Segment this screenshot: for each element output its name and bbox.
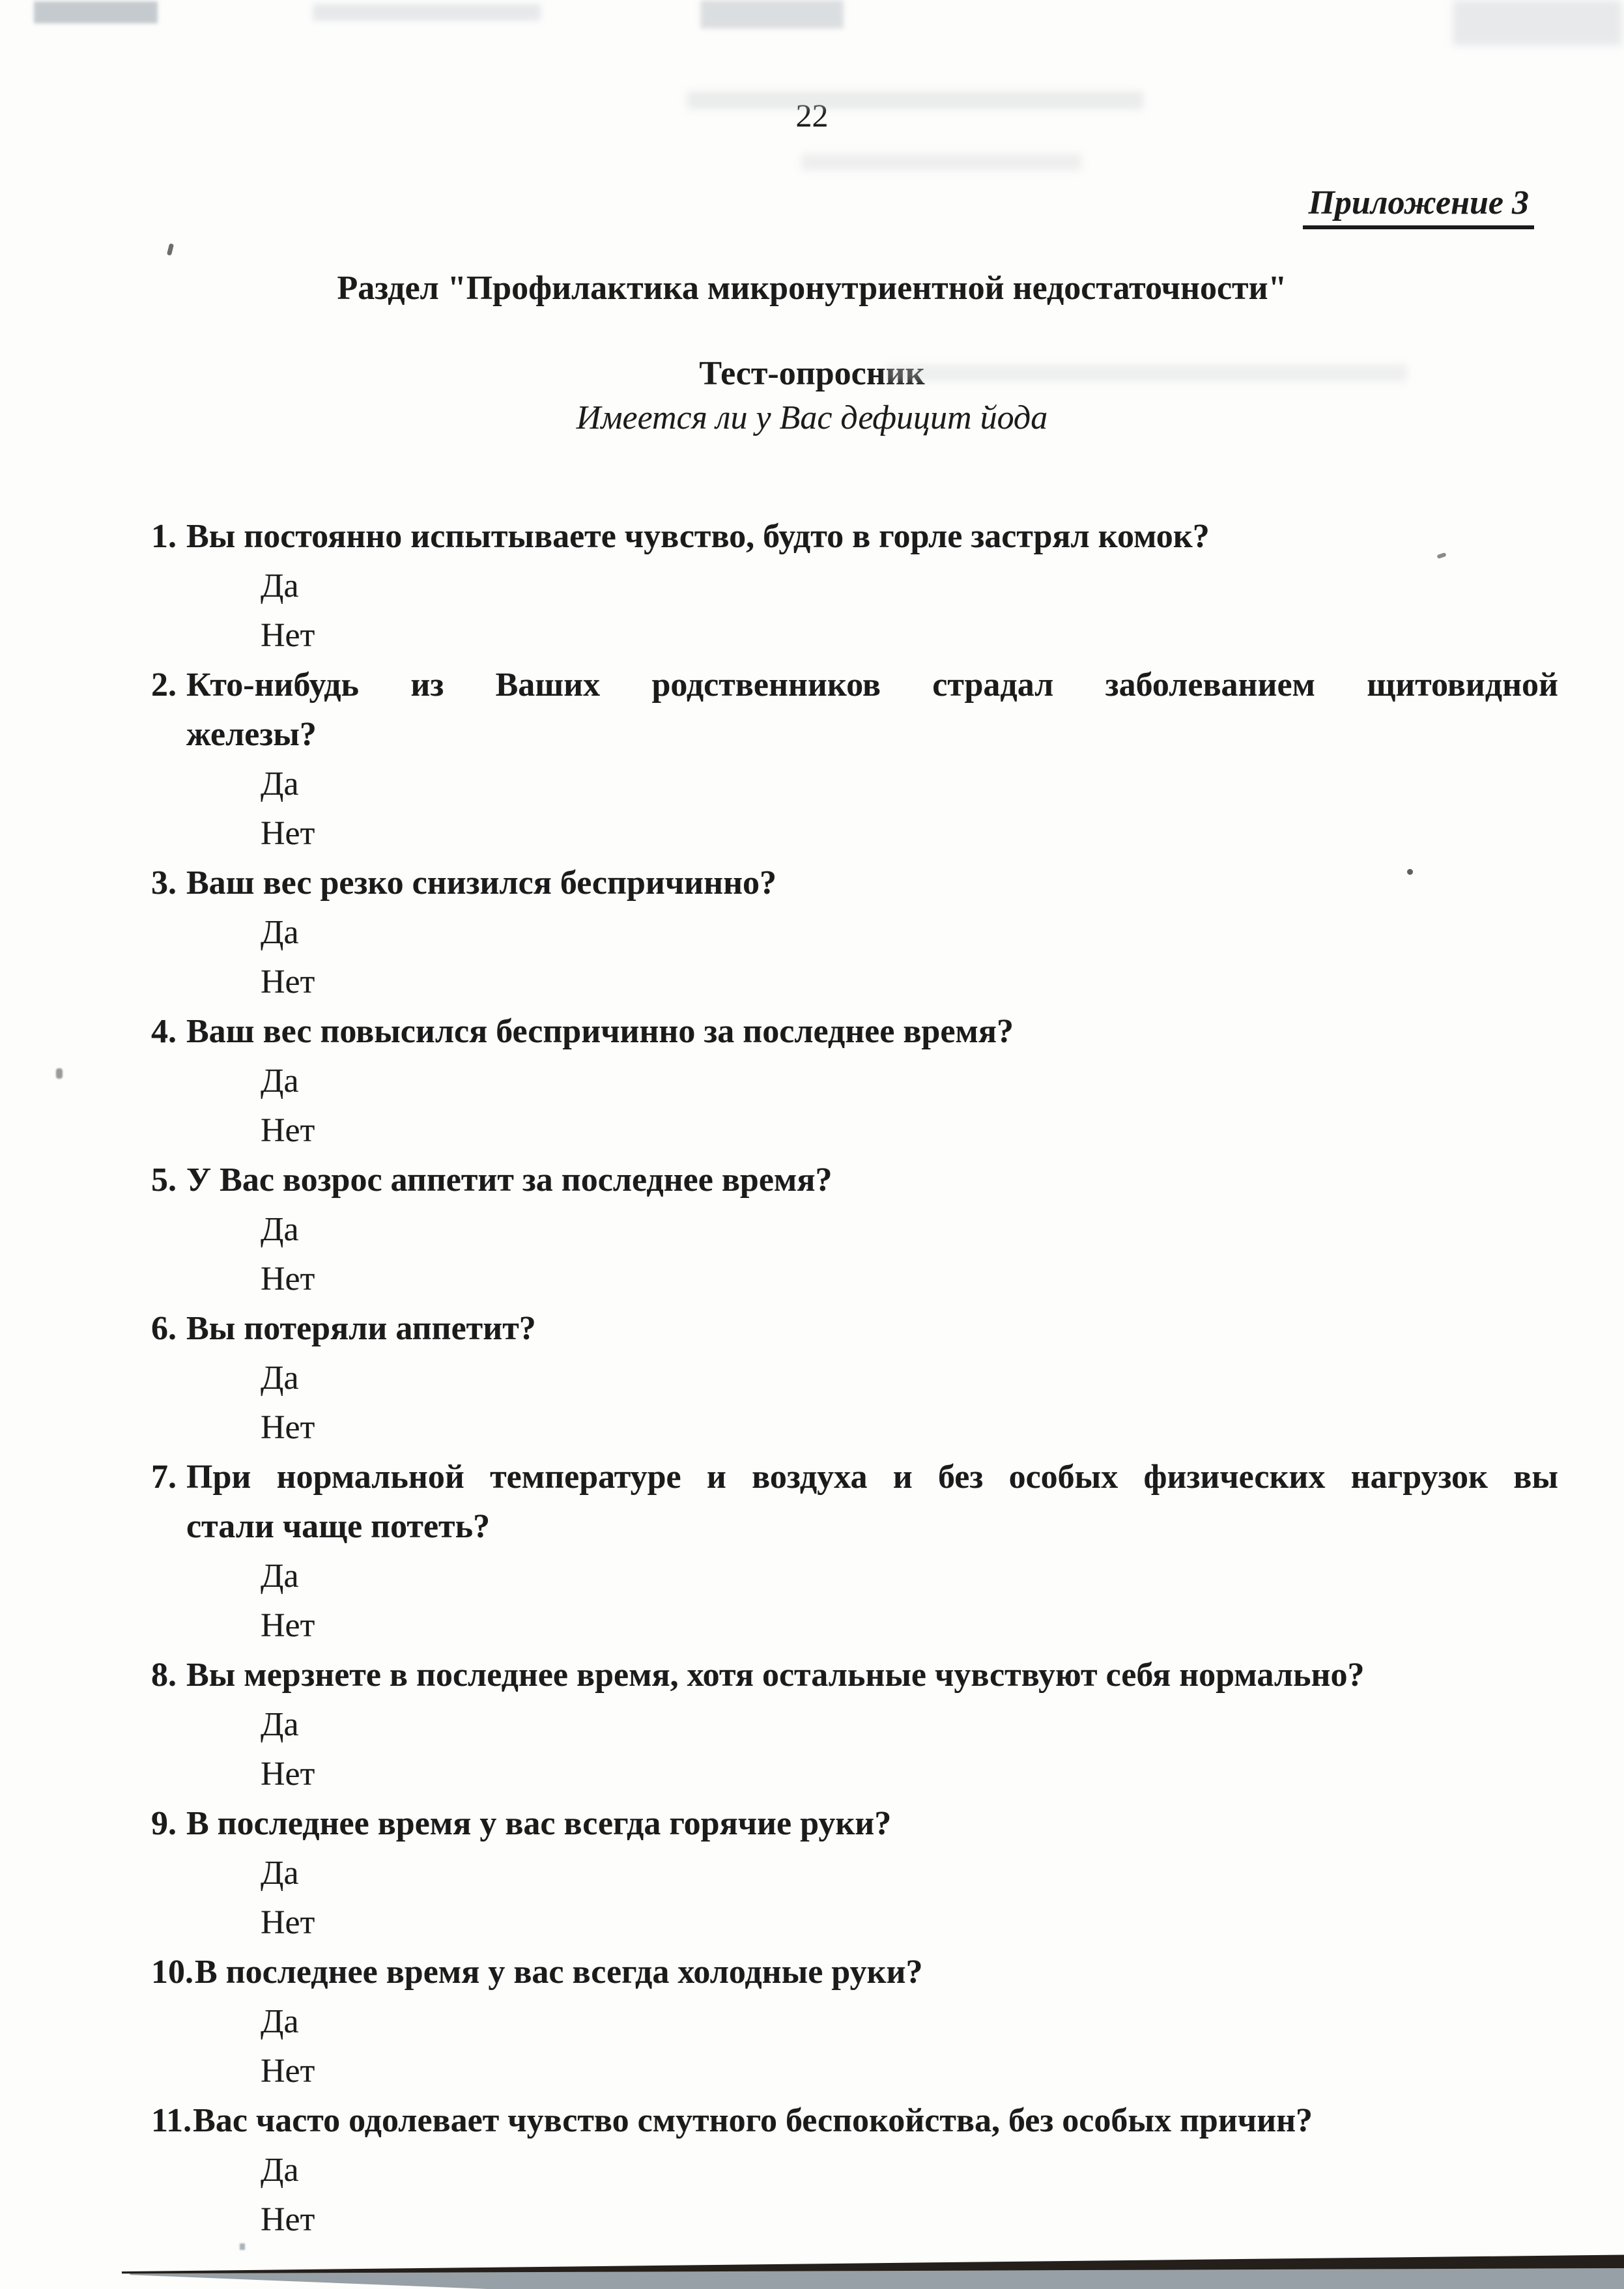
answer-option-yes: Да (261, 1359, 299, 1397)
answer-option-yes: Да (261, 567, 299, 604)
scan-artifact-top-right (1453, 0, 1622, 46)
scan-artifact-top-mid (313, 4, 541, 21)
answer-option-no: Нет (261, 2201, 315, 2238)
answer-option-no: Нет (261, 1756, 315, 1793)
question-text: Вы мерзнете в последнее время, хотя остальные чувствуют себя нормально? (186, 1656, 1365, 1694)
answer-option-yes: Да (261, 765, 299, 803)
section-title: Раздел "Профилактика микронутриентной недостаточности" (337, 270, 1287, 307)
question-text: Ваш вес резко снизился беспричинно? (186, 864, 777, 902)
question-text: Ваш вес повысился беспричинно за последнее время? (186, 1013, 1014, 1050)
answer-option-yes: Да (261, 1706, 299, 1743)
scan-artifact-top-mid-2 (700, 0, 844, 29)
appendix-label: Приложение 3 (1303, 186, 1534, 229)
test-subtitle: Имеется ли у Вас дефицит йода (576, 399, 1048, 436)
question-number: 9. (151, 1805, 177, 1842)
question-item-7 (151, 1453, 1558, 1651)
question-item-10 (151, 1948, 1558, 2096)
answer-option-no: Нет (261, 1904, 315, 1941)
bottom-scan-edge (0, 2247, 1624, 2289)
question-item-11 (151, 2096, 1558, 2245)
question-text: Вас часто одолевает чувство смутного беспокойства, без особых причин? (193, 2102, 1313, 2139)
scan-speck-1 (167, 243, 174, 255)
question-item-6 (151, 1304, 1558, 1453)
answer-option-yes: Да (261, 1557, 299, 1595)
answer-option-no: Нет (261, 1112, 315, 1149)
answer-option-no: Нет (261, 617, 315, 654)
question-text: В последнее время у вас всегда горячие руки? (186, 1805, 892, 1842)
question-number: 3. (151, 864, 177, 902)
question-item-4 (151, 1007, 1558, 1156)
question-item-2 (151, 661, 1558, 859)
question-item-1 (151, 512, 1558, 661)
answer-option-no: Нет (261, 2053, 315, 2090)
question-item-8 (151, 1651, 1558, 1799)
answer-option-no: Нет (261, 1260, 315, 1298)
answer-option-no: Нет (261, 815, 315, 852)
answer-option-yes: Да (261, 2003, 299, 2040)
answer-option-yes: Да (261, 914, 299, 951)
answer-option-no: Нет (261, 1607, 315, 1644)
answer-option-yes: Да (261, 1211, 299, 1248)
answer-option-yes: Да (261, 1855, 299, 1892)
scan-artifact-top-left (34, 1, 158, 23)
test-title: Тест-опросник (699, 355, 925, 392)
answer-option-no: Нет (261, 1409, 315, 1446)
question-text: При нормальной температуре и воздуха и без особых физических нагрузок вы (186, 1458, 1558, 1496)
question-number: 8. (151, 1656, 177, 1694)
answer-option-yes: Да (261, 1062, 299, 1100)
questions-list (151, 512, 1558, 2245)
question-number: 6. (151, 1310, 177, 1347)
question-text: Вы постоянно испытываете чувство, будто в горле застрял комок? (186, 518, 1210, 555)
scan-speck-4 (56, 1068, 63, 1079)
question-item-3 (151, 859, 1558, 1007)
question-text-line2: стали чаще потеть? (186, 1508, 491, 1545)
bottom-scan-shadow (0, 2247, 1624, 2289)
question-text: Вы потеряли аппетит? (186, 1310, 536, 1347)
answer-option-yes: Да (261, 2152, 299, 2189)
question-number: 11. (151, 2102, 192, 2139)
scan-ghost-text-2 (801, 154, 1081, 171)
question-text: Кто-нибудь из Ваших родственников страдал заболеванием щитовидной (186, 666, 1558, 704)
question-number: 7. (151, 1458, 177, 1496)
answer-option-no: Нет (261, 963, 315, 1001)
page-number: 22 (795, 97, 829, 134)
question-number: 4. (151, 1013, 177, 1050)
question-item-9 (151, 1799, 1558, 1948)
question-text-line2: железы? (186, 716, 317, 753)
question-number: 2. (151, 666, 177, 704)
question-text: В последнее время у вас всегда холодные руки? (195, 1954, 923, 1991)
question-item-5 (151, 1156, 1558, 1304)
question-text: У Вас возрос аппетит за последнее время? (186, 1161, 833, 1199)
question-number: 1. (151, 518, 177, 555)
question-number: 5. (151, 1161, 177, 1199)
question-number: 10. (151, 1954, 193, 1991)
